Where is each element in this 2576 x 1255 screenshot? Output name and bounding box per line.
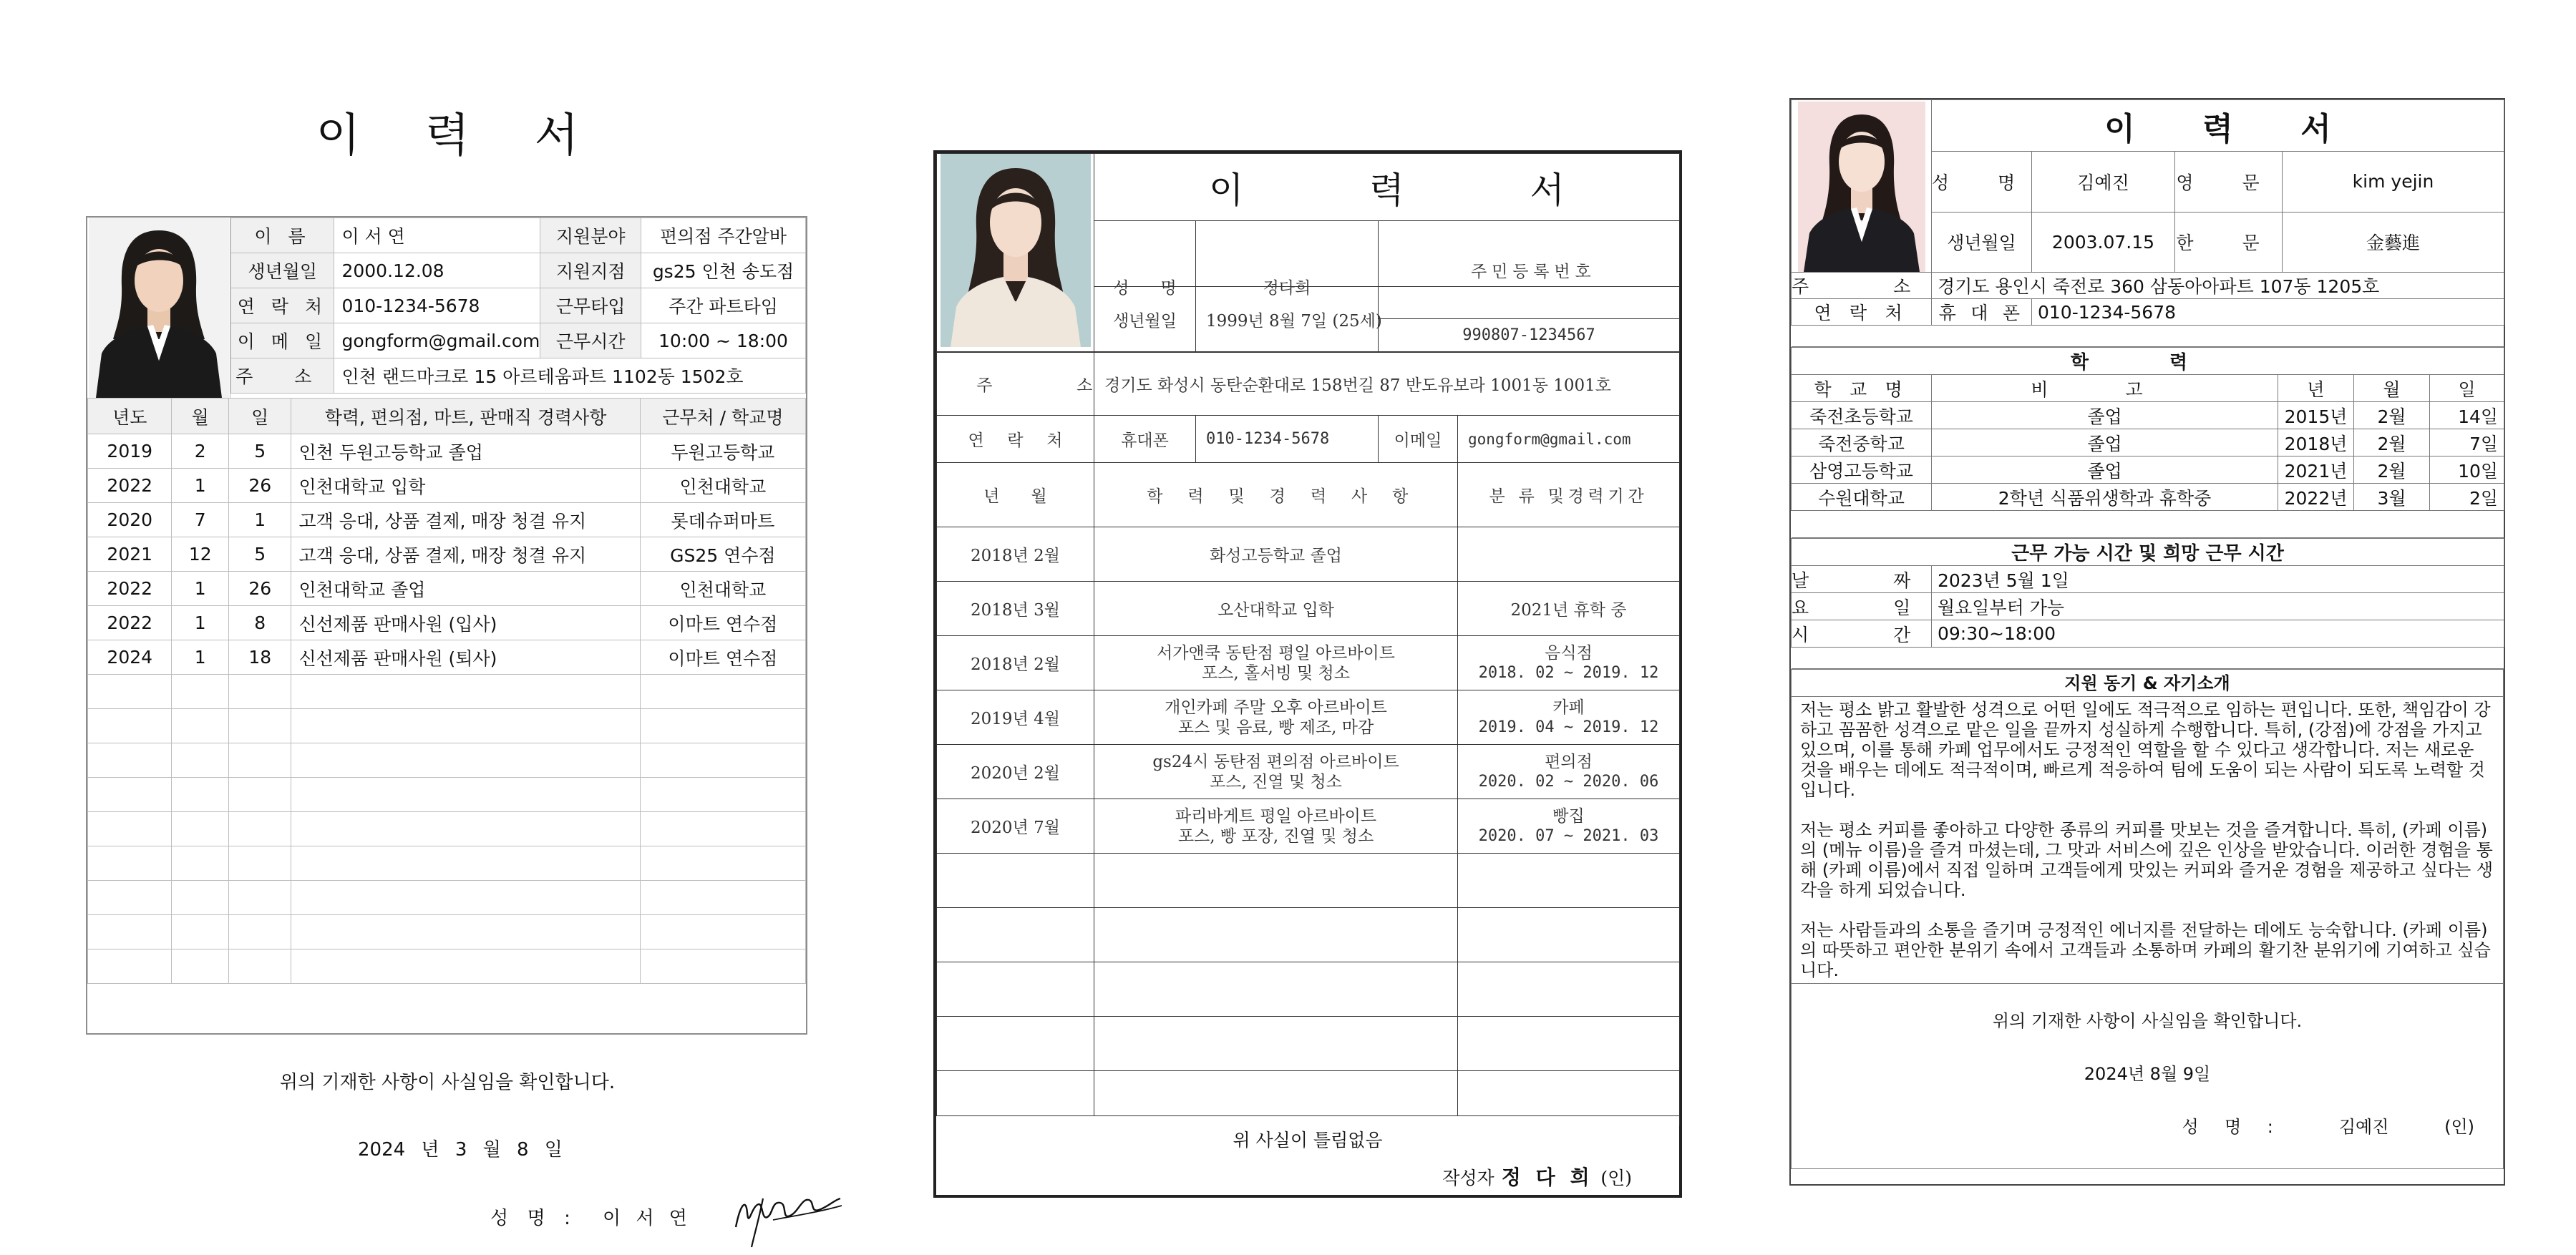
table-row [1792, 484, 2504, 511]
col-period: 분 류 및경력기간 [1458, 463, 1680, 527]
label-hanja: 한 문 [2175, 212, 2283, 272]
label-work-hours: 근무시간 [540, 323, 641, 358]
cell: 3월 [2354, 484, 2430, 511]
empty-row [88, 949, 806, 984]
signature-line: 성 명 : 김예진 (인) [2182, 1117, 2474, 1137]
cell-value: 월요일부터 가능 [1932, 593, 2504, 620]
cell: 졸업 [1932, 456, 2278, 484]
col-note: 비 고 [1932, 375, 2278, 402]
cell: 5 [229, 434, 291, 469]
cell-history: 오산대학교 입학 [1094, 582, 1458, 636]
availability-title: 근무 가능 시간 및 희망 근무 시간 [1792, 539, 2504, 566]
cell-period: 편의점 2020. 02 ~ 2020. 06 [1458, 745, 1680, 799]
cell-date: 2019년 4월 [937, 690, 1094, 745]
table-row [88, 640, 806, 675]
intro-body [1792, 697, 2504, 984]
value-address: 경기도 용인시 죽전로 360 삼동아아파트 107동 1205호 [1932, 273, 2504, 299]
cell: 7 [172, 503, 229, 537]
footer-statement: 위 사실이 틀림없음 [1233, 1130, 1383, 1151]
value-email: gongform@gmail.com [334, 323, 540, 358]
cell: 8 [229, 606, 291, 640]
table-row [88, 469, 806, 503]
intro-table [1791, 669, 2504, 1169]
col-year: 년도 [88, 399, 172, 434]
cell-period [1458, 527, 1680, 582]
cell-period: 음식점 2018. 02 ~ 2019. 12 [1458, 636, 1680, 690]
cell: 2018년 [2278, 429, 2354, 456]
cell: 1 [229, 503, 291, 537]
empty-row [88, 709, 806, 743]
value-apply-field: 편의점 주간알바 [641, 218, 805, 253]
cell: 2022 [88, 469, 172, 503]
resume-document-1 [86, 86, 809, 1229]
cell: 1 [172, 606, 229, 640]
cell-history: 파리바게트 평일 아르바이트 포스, 빵 포장, 진열 및 청소 [1094, 799, 1458, 854]
cell: GS25 연수점 [640, 537, 805, 572]
value-contact: 010-1234-5678 [334, 288, 540, 323]
value-birth: 1999년 8월 7일 (25세) [1196, 287, 1680, 353]
cell: 수원대학교 [1792, 484, 1932, 511]
cell-date: 2020년 7월 [937, 799, 1094, 854]
label-birth: 생년월일 [231, 253, 334, 288]
cell: 1 [172, 469, 229, 503]
col-school: 학 교 명 [1792, 375, 1932, 402]
label-contact: 연 락 처 [231, 288, 334, 323]
writer-signature: 작성자 정 다 희 (인) [1442, 1166, 1632, 1189]
history-table [87, 398, 806, 984]
cell: 12 [172, 537, 229, 572]
cell: 인천대학교 졸업 [291, 572, 640, 606]
cell: 이마트 연수점 [640, 606, 805, 640]
empty-row [88, 778, 806, 812]
signature-label: 성 명 : [490, 1208, 578, 1229]
cell: 2019 [88, 434, 172, 469]
col-history: 학력, 편의점, 마트, 판매직 경력사항 [291, 399, 640, 434]
cell: 2021년 [2278, 456, 2354, 484]
document-title: 이 력 서 [1932, 100, 2504, 152]
confirm-statement: 위의 기재한 사항이 사실임을 확인합니다. [1992, 1011, 2303, 1031]
education-title: 학 력 [1792, 348, 2504, 375]
col-day: 일 [2430, 375, 2504, 402]
value-address: 인천 랜드마크로 15 아르테움파트 1102동 1502호 [334, 358, 806, 394]
cell: 1 [172, 572, 229, 606]
resume-form [86, 216, 807, 1035]
signed-date: 2024 년 3 월 8 일 [358, 1139, 563, 1161]
cell: 26 [229, 469, 291, 503]
label-english: 영 문 [2175, 152, 2283, 212]
value-phone: 010-1234-5678 [1196, 416, 1379, 463]
profile-photo [89, 218, 230, 398]
table-row [937, 745, 1680, 799]
education-header-row [1792, 375, 2504, 402]
cell: 14일 [2430, 402, 2504, 429]
cell: 고객 응대, 상품 결제, 매장 청결 유지 [291, 537, 640, 572]
signed-date: 2024년 8월 9일 [2084, 1064, 2211, 1084]
intro-title: 지원 동기 & 자기소개 [1792, 670, 2504, 697]
cell: 18 [229, 640, 291, 675]
cell: 2월 [2354, 456, 2430, 484]
table-row [1792, 402, 2504, 429]
table-row [88, 434, 806, 469]
cell: 2022 [88, 572, 172, 606]
cell-date: 2020년 2월 [937, 745, 1094, 799]
empty-row [88, 743, 806, 778]
resume-form-body [936, 286, 1680, 1125]
value-birth: 2003.07.15 [2032, 212, 2175, 272]
cell: 5 [229, 537, 291, 572]
cell: 2021 [88, 537, 172, 572]
cell: 2015년 [2278, 402, 2354, 429]
cell: 1 [172, 640, 229, 675]
label-rrn: 주민등록번호 [1379, 221, 1680, 319]
intro-paragraph: 저는 평소 밝고 활발한 성격으로 어떤 일에도 적극적으로 임하는 편입니다. 또한, 책임감이 강하고 꼼꼼한 성격으로 맡은 일을 끝까지 성실하게 수행합니다. 특히, (강점)에 강점을 가지고 있으며, 이를 통해 카페 업무에서도 긍정적인 역할을 할 수 있다고 생각합니다. 저는 새로운 것을 배우는 데에도 적극적이며, 빠르게 적응하여 팀에 도움이 되는 사람이 되도록 노력할 것입니다. [1800, 700, 2491, 800]
table-row [88, 606, 806, 640]
table-row [88, 572, 806, 606]
document-title: 이 력 서 [316, 109, 604, 162]
label-email: 이 메 일 [231, 323, 334, 358]
col-date: 년 월 [937, 463, 1094, 527]
col-month: 월 [172, 399, 229, 434]
cell: 2020 [88, 503, 172, 537]
profile-photo [1792, 100, 1932, 273]
confirm-statement: 위의 기재한 사항이 사실임을 확인합니다. [279, 1072, 616, 1093]
cell-value: 09:30~18:00 [1932, 620, 2504, 648]
col-history: 학 력 및 경 력 사 항 [1094, 463, 1458, 527]
col-day: 일 [229, 399, 291, 434]
empty-row [937, 962, 1680, 1017]
cell: 인천대학교 입학 [291, 469, 640, 503]
cell-label: 날 짜 [1792, 566, 1932, 593]
empty-row [937, 854, 1680, 908]
cell-label: 시 간 [1792, 620, 1932, 648]
empty-row [88, 846, 806, 881]
cell: 2022년 [2278, 484, 2354, 511]
resume-document-3 [1789, 98, 2505, 1186]
value-rrn: 990807-1234567 [1379, 319, 1680, 352]
cell: 두원고등학교 [640, 434, 805, 469]
table-row [1792, 429, 2504, 456]
education-table [1791, 347, 2504, 538]
cell-date: 2018년 2월 [937, 636, 1094, 690]
cell: 졸업 [1932, 402, 2278, 429]
cell: 신선제품 판매사원 (입사) [291, 606, 640, 640]
empty-row [937, 1017, 1680, 1071]
empty-row [88, 812, 806, 846]
table-row [1792, 566, 2504, 593]
label-contact: 연 락 처 [937, 416, 1094, 463]
cell: 2일 [2430, 484, 2504, 511]
cell-value: 2023년 5월 1일 [1932, 566, 2504, 593]
cell: 삼영고등학교 [1792, 456, 1932, 484]
value-hanja: 金藝進 [2283, 212, 2504, 272]
table-row [88, 537, 806, 572]
document-title: 이 력 서 [1094, 154, 1680, 221]
table-row [937, 636, 1680, 690]
table-row [937, 582, 1680, 636]
value-phone: 010-1234-5678 [2032, 299, 2504, 326]
cell: 인천대학교 [640, 572, 805, 606]
value-email: gongform@gmail.com [1458, 416, 1680, 463]
cell: 26 [229, 572, 291, 606]
availability-table [1791, 538, 2504, 669]
col-workplace: 근무처 / 학교명 [640, 399, 805, 434]
cell-period: 카페 2019. 04 ~ 2019. 12 [1458, 690, 1680, 745]
cell-history: 화성고등학교 졸업 [1094, 527, 1458, 582]
label-phone: 휴대폰 [1094, 416, 1196, 463]
intro-paragraph: 저는 평소 커피를 좋아하고 다양한 종류의 커피를 맛보는 것을 즐겨합니다. 특히, (카페 이름)의 (메뉴 이름)을 즐겨 마셨는데, 그 맛과 서비스에 깊은 인상을 받았습니다. 이러한 경험을 통해 (카페 이름)에서 직접 일하며 고객들에게 맛있는 커피와 즐거운 경험을 제공하고 싶다는 생각을 하게 되었습니다. [1800, 820, 2494, 900]
col-year: 년 [2278, 375, 2354, 402]
empty-row [937, 908, 1680, 962]
cell: 2 [172, 434, 229, 469]
empty-row [88, 675, 806, 709]
document-footer [936, 1115, 1679, 1195]
cell: 인천 두원고등학교 졸업 [291, 434, 640, 469]
label-work-type: 근무타입 [540, 288, 641, 323]
resume-document-2 [933, 150, 1682, 1198]
cell-label: 요 일 [1792, 593, 1932, 620]
label-phone: 휴 대 폰 [1932, 299, 2032, 326]
label-address: 주 소 [1792, 273, 1932, 299]
label-email: 이메일 [1379, 416, 1458, 463]
value-work-hours: 10:00 ~ 18:00 [641, 323, 805, 358]
table-row [1792, 593, 2504, 620]
col-month: 월 [2354, 375, 2430, 402]
cell: 죽전초등학교 [1792, 402, 1932, 429]
cell: 2월 [2354, 402, 2430, 429]
personal-info-table [230, 218, 806, 394]
value-name: 이 서 연 [334, 218, 540, 253]
label-contact: 연 락 처 [1792, 299, 1932, 326]
cell: 2022 [88, 606, 172, 640]
value-address: 경기도 화성시 동탄순환대로 158번길 87 반도유보라 1001동 1001호 [1094, 353, 1680, 416]
label-birth: 생년월일 [1932, 212, 2032, 272]
value-english: kim yejin [2283, 152, 2504, 212]
cell: 2024 [88, 640, 172, 675]
empty-row [88, 915, 806, 949]
cell: 롯데슈퍼마트 [640, 503, 805, 537]
cell: 이마트 연수점 [640, 640, 805, 675]
cell: 2월 [2354, 429, 2430, 456]
cell-history: 개인카페 주말 오후 아르바이트 포스 및 음료, 빵 제조, 마감 [1094, 690, 1458, 745]
value-work-type: 주간 파트타임 [641, 288, 805, 323]
table-row [1792, 620, 2504, 648]
cell: 신선제품 판매사원 (퇴사) [291, 640, 640, 675]
value-name: 정다희 [1196, 221, 1379, 352]
label-address: 주 소 [937, 353, 1094, 416]
label-name: 성 명 [1094, 221, 1196, 352]
table-row [937, 527, 1680, 582]
handwritten-signature-icon [730, 1184, 845, 1251]
table-row [1792, 456, 2504, 484]
label-birth-cell: 생년월일 [1094, 287, 1196, 353]
label-apply-branch: 지원지점 [540, 253, 641, 288]
value-apply-branch: gs25 인천 송도점 [641, 253, 805, 288]
label-name: 성 명 [1932, 152, 2032, 212]
resume-form [1791, 99, 2504, 347]
cell-history: gs24시 동탄점 편의점 아르바이트 포스, 진열 및 청소 [1094, 745, 1458, 799]
cell: 7일 [2430, 429, 2504, 456]
value-birth: 2000.12.08 [334, 253, 540, 288]
label-address: 주 소 [231, 358, 334, 394]
cell-period: 2021년 휴학 중 [1458, 582, 1680, 636]
cell: 졸업 [1932, 429, 2278, 456]
closing-block [1792, 984, 2504, 1169]
intro-paragraph: 저는 사람들과의 소통을 즐기며 긍정적인 에너지를 전달하는 데에도 능숙합니다. (카페 이름)의 따뜻하고 편안한 분위기 속에서 고객들과 소통하며 카페의 활기찬 분위기에 기여하고 싶습니다. [1800, 920, 2491, 980]
cell-date: 2018년 3월 [937, 582, 1094, 636]
label-name: 이 름 [231, 218, 334, 253]
cell-period: 빵집 2020. 07 ~ 2021. 03 [1458, 799, 1680, 854]
signature-name: 이 서 연 [603, 1208, 692, 1229]
cell: 죽전중학교 [1792, 429, 1932, 456]
table-row [937, 690, 1680, 745]
table-row [88, 503, 806, 537]
cell-date: 2018년 2월 [937, 527, 1094, 582]
history-header-row [88, 399, 806, 434]
cell: 인천대학교 [640, 469, 805, 503]
empty-row [88, 881, 806, 915]
cell: 고객 응대, 상품 결제, 매장 청결 유지 [291, 503, 640, 537]
cell: 2학년 식품위생학과 휴학중 [1932, 484, 2278, 511]
cell-history: 서가앤쿡 동탄점 평일 아르바이트 포스, 홀서빙 및 청소 [1094, 636, 1458, 690]
label-apply-field: 지원분야 [540, 218, 641, 253]
value-name: 김예진 [2032, 152, 2175, 212]
table-row [937, 799, 1680, 854]
cell: 10일 [2430, 456, 2504, 484]
